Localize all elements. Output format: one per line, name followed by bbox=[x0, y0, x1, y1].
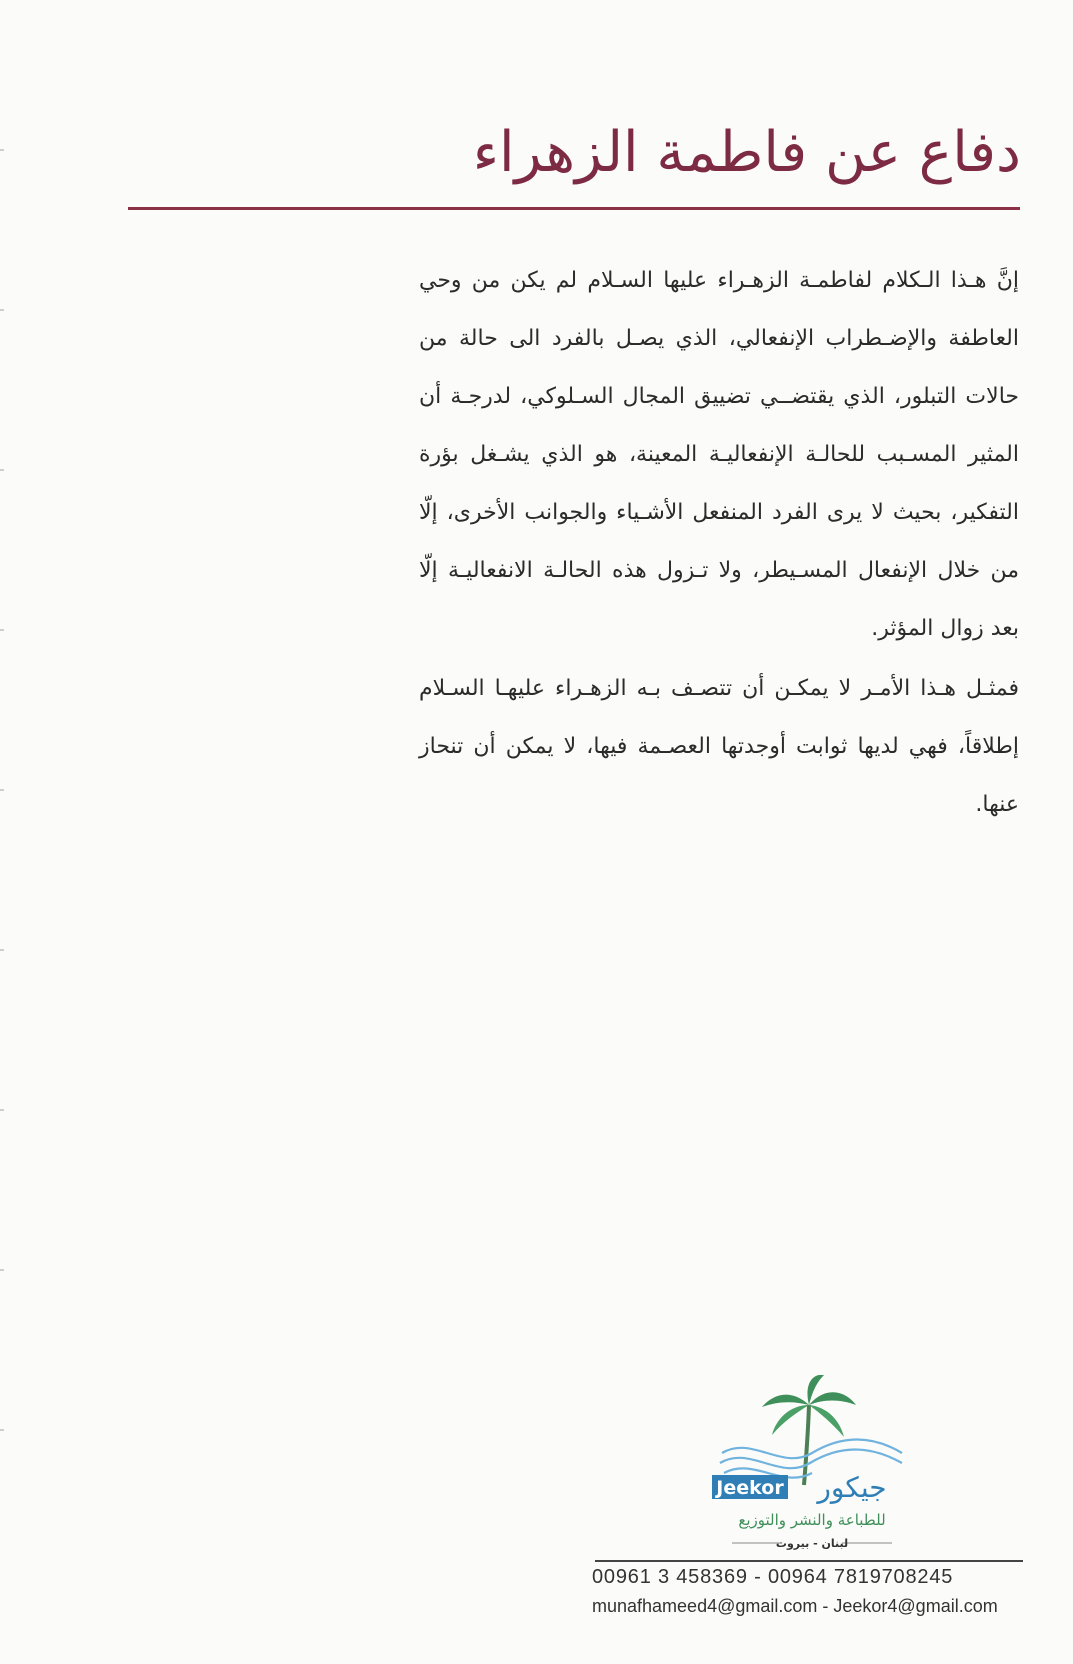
contact-divider bbox=[595, 1560, 1023, 1562]
book-title: دفاع عن فاطمة الزهراء bbox=[472, 120, 1021, 185]
body-text bbox=[419, 252, 1019, 834]
paragraph-1: إنَّ هـذا الـكلام لفاطمـة الزهـراء عليها السـلام لم يكن من وحي العاطفة والإضـطراب الإنفعالي، الذي يصـل بالفرد الى حالة من حالات التبلور، الذي يقتضــي تضييق المجال السـلوكي، لدرجـة أن المثير المسـبب للحالـة الإنفعاليـة المعينة، هو الذي يشـغل بؤرة التفكير، بحيث لا يرى الفرد المنفعل الأشـياء والجوانب الأخرى، إلّا من خلال الإنفعال المسـيطر، ولا تـزول هذه الحالـة الانفعاليـة إلّا بعد زوال المؤثر. bbox=[419, 268, 1019, 641]
publisher-latin-name: Jeekor bbox=[716, 1477, 784, 1499]
publisher-arabic-name: جيكور bbox=[817, 1471, 887, 1504]
title-underline bbox=[128, 207, 1020, 210]
publisher-logo bbox=[712, 1375, 912, 1560]
phone-numbers: 00961 3 458369 - 00964 7819708245 bbox=[592, 1566, 954, 1588]
publisher-location: لبنان - بيروت bbox=[775, 1537, 849, 1550]
palm-tree-icon bbox=[762, 1375, 856, 1485]
scan-edge-marks bbox=[0, 0, 6, 1664]
email-addresses: munafhameed4@gmail.com - Jeekor4@gmail.com bbox=[592, 1596, 998, 1616]
publisher-subtitle: للطباعة والنشر والتوزيع bbox=[738, 1511, 886, 1529]
paragraph-2: فمثـل هـذا الأمـر لا يمكـن أن تتصـف بـه الزهـراء عليهـا السـلام إطلاقاً، فهي لديها ثوابت أوجدتها العصـمة فيها، لا يمكن أن تنحاز عنها. bbox=[419, 676, 1019, 817]
